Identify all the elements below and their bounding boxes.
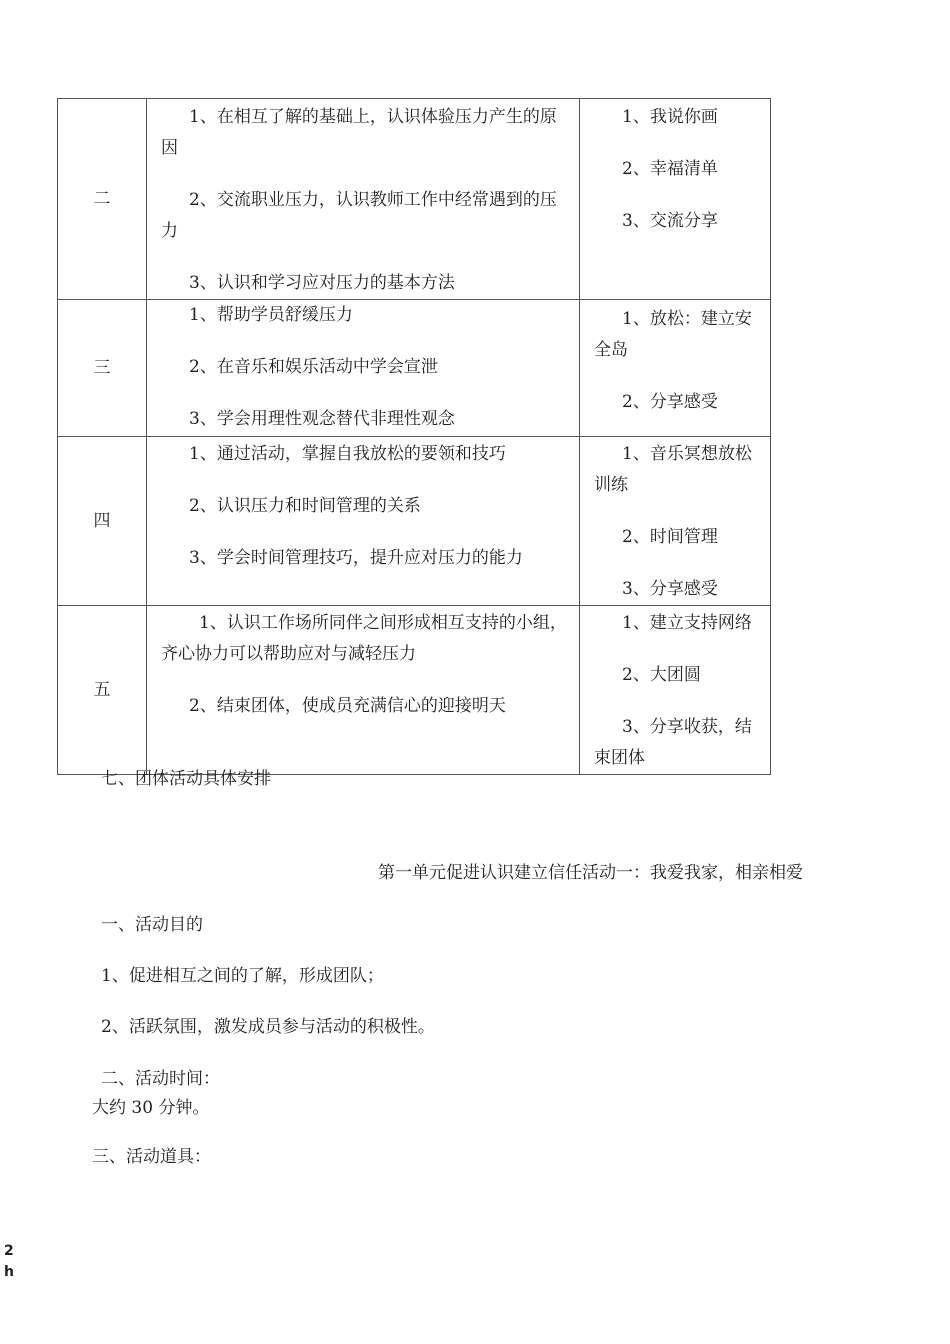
goals-cell — [147, 437, 580, 606]
goal-item: 2、认识压力和时间管理的关系 — [189, 496, 421, 516]
activities-cell — [580, 99, 771, 300]
unit-title: 第一单元促进认识建立信任活动一：我爱我家，相亲相爱 — [378, 863, 803, 883]
activity-plan-table — [57, 98, 771, 775]
table-row — [58, 99, 771, 300]
activities-cell — [580, 300, 771, 437]
unit-number: 三 — [58, 300, 147, 437]
goal-item: 1、通过活动，掌握自我放松的要领和技巧 — [189, 444, 506, 464]
activity-item: 3、交流分享 — [622, 211, 718, 231]
goal-item: 2、在音乐和娱乐活动中学会宣泄 — [189, 357, 438, 377]
table-row — [58, 300, 771, 437]
goal-item: 1、在相互了解的基础上，认识体验压力产生的原因 — [161, 107, 557, 158]
unit-number: 二 — [58, 99, 147, 300]
activity-item: 3、分享收获，结束团体 — [594, 717, 752, 768]
activity-item: 3、分享感受 — [622, 579, 718, 599]
purpose-item: 1、促进相互之间的了解，形成团队； — [101, 966, 384, 986]
activity-item: 2、大团圆 — [622, 665, 701, 685]
time-value: 大约 30 分钟。 — [92, 1098, 210, 1118]
activities-cell — [580, 606, 771, 775]
time-heading: 二、活动时间： — [101, 1069, 220, 1089]
goals-cell — [147, 99, 580, 300]
purpose-heading: 一、活动目的 — [101, 915, 203, 935]
activities-cell — [580, 437, 771, 606]
props-heading: 三、活动道具： — [92, 1147, 211, 1167]
activity-item: 1、我说你画 — [622, 107, 718, 127]
activity-item: 2、幸福清单 — [622, 159, 718, 179]
activity-item: 2、分享感受 — [622, 392, 718, 412]
table-row — [58, 437, 771, 606]
goals-cell — [147, 606, 580, 775]
goals-cell — [147, 300, 580, 437]
unit-number: 五 — [58, 606, 147, 775]
table-row — [58, 606, 771, 775]
section-heading: 七、团体活动具体安排 — [101, 769, 271, 789]
goal-item: 3、学会用理性观念替代非理性观念 — [189, 409, 455, 429]
activity-item: 1、音乐冥想放松训练 — [594, 444, 752, 495]
goal-item: 3、学会时间管理技巧，提升应对压力的能力 — [189, 548, 523, 568]
purpose-item: 2、活跃氛围，激发成员参与活动的积极性。 — [101, 1017, 435, 1037]
goal-item: 2、交流职业压力，认识教师工作中经常遇到的压力 — [161, 190, 557, 241]
page-mark-line: h — [4, 1264, 14, 1280]
unit-number: 四 — [58, 437, 147, 606]
goal-item: 2、结束团体，使成员充满信心的迎接明天 — [189, 696, 506, 716]
page-mark-line: 2 — [4, 1243, 14, 1259]
activity-item: 1、建立支持网络 — [622, 613, 752, 633]
goal-item: 3、认识和学习应对压力的基本方法 — [189, 273, 455, 293]
activity-item: 2、时间管理 — [622, 527, 718, 547]
activity-item: 1、放松：建立安全岛 — [594, 309, 752, 360]
goal-item: 1、认识工作场所同伴之间形成相互支持的小组，齐心协力可以帮助应对与减轻压力 — [161, 613, 567, 664]
goal-item: 1、帮助学员舒缓压力 — [189, 305, 353, 325]
